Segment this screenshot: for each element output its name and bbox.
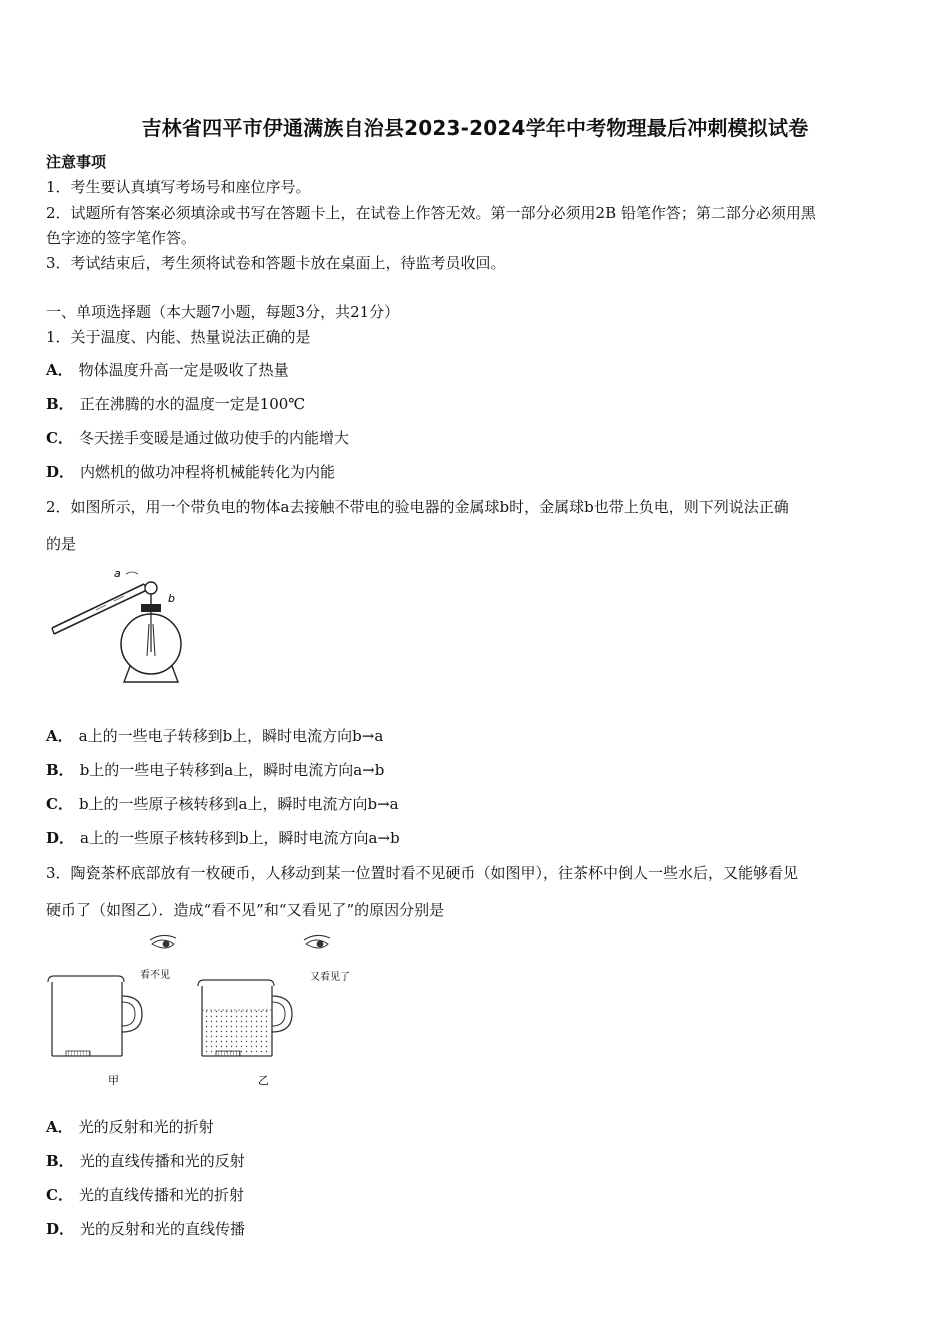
option-text: b上的一些电子转移到a上，瞬时电流方向a→b <box>79 761 385 779</box>
option-text: 正在沸腾的水的温度一定是100℃ <box>79 395 306 413</box>
label-jia: 甲 <box>108 1074 119 1087</box>
notice-heading: 注意事项 <box>46 153 107 171</box>
option-letter: C． <box>46 795 73 813</box>
label-a: a <box>114 567 121 580</box>
caption-visible-again: 又看见了 <box>310 972 350 983</box>
label-yi: 乙 <box>258 1074 269 1087</box>
question-1-option-a <box>46 360 289 380</box>
electroscope-figure <box>44 564 194 686</box>
label-b: b <box>168 592 175 605</box>
metal-ball <box>145 582 157 594</box>
notice-item: 1．考生要认真填写考场号和座位序号。 <box>46 178 311 196</box>
option-letter: B． <box>46 761 74 779</box>
question-3-stem: 3．陶瓷茶杯底部放有一枚硬币，人移动到某一位置时看不见硬币（如图甲），往茶杯中倒人一些水后，又能够看见 <box>46 864 799 882</box>
option-letter: A． <box>46 361 73 379</box>
cup-right <box>198 980 292 1056</box>
question-2-stem: 2．如图所示，用一个带负电的物体a去接触不带电的验电器的金属球b时，金属球b也带上负电，则下列说法正确 <box>46 498 789 516</box>
question-2-option-a <box>46 726 383 746</box>
question-3-option-b <box>46 1151 245 1171</box>
water <box>203 1010 271 1056</box>
coin <box>66 1051 90 1056</box>
question-2-stem-cont: 的是 <box>46 535 77 553</box>
option-text: a上的一些电子转移到b上，瞬时电流方向b→a <box>78 727 384 745</box>
coin <box>216 1051 240 1056</box>
option-text: 内燃机的做功冲程将机械能转化为内能 <box>80 463 336 481</box>
notice-item: 3．考试结束后，考生须将试卷和答题卡放在桌面上，待监考员收回。 <box>46 254 506 272</box>
option-letter: A． <box>46 727 73 745</box>
question-2-option-d <box>46 828 400 848</box>
question-3-option-d <box>46 1219 245 1239</box>
question-3-option-c <box>46 1185 244 1205</box>
question-1-stem: 1．关于温度、内能、热量说法正确的是 <box>46 328 311 346</box>
question-3-stem-cont: 硬币了（如图乙）．造成“看不见”和“又看见了”的原因分别是 <box>46 901 445 919</box>
notice-item: 2．试题所有答案必须填涂或书写在答题卡上，在试卷上作答无效。第一部分必须用2B 铅笔作答；第二部分必须用黑 <box>46 204 816 222</box>
option-text: b上的一些原子核转移到a上，瞬时电流方向b→a <box>78 795 399 813</box>
section-heading: 一、单项选择题（本大题7小题，每题3分，共21分） <box>46 303 400 321</box>
cup-left <box>48 976 142 1056</box>
question-1-option-c <box>46 428 349 448</box>
option-letter: B． <box>46 1152 74 1170</box>
option-letter: A． <box>46 1118 73 1136</box>
teacup-figure <box>44 934 364 1092</box>
stopper <box>141 604 161 612</box>
exam-title: 吉林省四平市伊通满族自治县2023-2024学年中考物理最后冲刺模拟试卷 <box>141 116 809 140</box>
option-letter: C． <box>46 1186 73 1204</box>
option-text: 物体温度升高一定是吸收了热量 <box>78 361 289 379</box>
option-letter: D． <box>46 463 75 481</box>
question-2-option-c <box>46 794 399 814</box>
option-letter: D． <box>46 829 75 847</box>
option-letter: B． <box>46 395 74 413</box>
question-3-option-a <box>46 1117 214 1137</box>
question-1-option-b <box>46 394 305 414</box>
option-text: 光的反射和光的折射 <box>78 1118 214 1136</box>
caption-not-visible: 看不见 <box>140 970 170 981</box>
notice-item: 色字迹的签字笔作答。 <box>46 229 197 247</box>
option-text: 光的直线传播和光的反射 <box>79 1152 245 1170</box>
question-2-option-b <box>46 760 384 780</box>
option-text: 冬天搓手变暖是通过做功使手的内能增大 <box>78 429 349 447</box>
option-text: a上的一些原子核转移到b上，瞬时电流方向a→b <box>80 829 400 847</box>
question-1-option-d <box>46 462 335 482</box>
option-letter: D． <box>46 1220 75 1238</box>
eye-icon <box>150 935 176 948</box>
eye-icon <box>304 935 330 948</box>
option-text: 光的直线传播和光的折射 <box>78 1186 244 1204</box>
option-text: 光的反射和光的直线传播 <box>80 1220 246 1238</box>
option-letter: C． <box>46 429 73 447</box>
